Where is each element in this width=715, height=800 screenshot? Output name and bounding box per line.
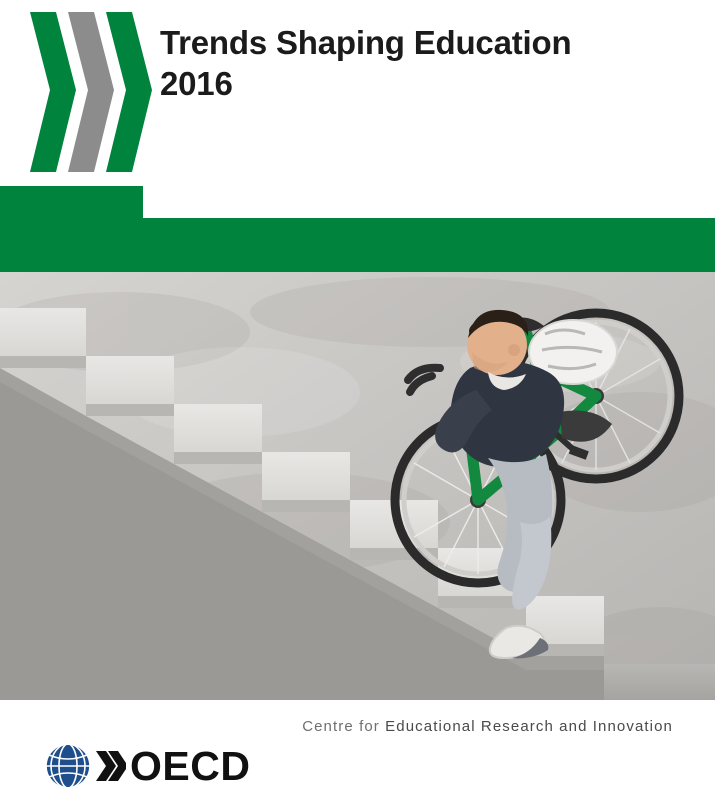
chevron-icon-green-2 bbox=[106, 12, 152, 172]
cover-title bbox=[160, 22, 700, 104]
chevron-icon-logo bbox=[96, 749, 126, 783]
green-band bbox=[0, 150, 715, 275]
globe-icon bbox=[44, 742, 92, 790]
title-line-2: 2016 bbox=[160, 65, 233, 102]
oecd-wordmark: OECD bbox=[130, 742, 251, 789]
chevron-logo-group bbox=[30, 12, 140, 172]
oecd-logo bbox=[44, 740, 250, 792]
series-line-prefix: Centre for bbox=[302, 718, 386, 735]
title-line-1: Trends Shaping Education bbox=[160, 24, 572, 61]
series-line bbox=[302, 718, 673, 735]
cover-photo bbox=[0, 272, 715, 720]
cover-footer bbox=[0, 700, 715, 800]
series-line-emphasis: Educational Research and Innovation bbox=[385, 718, 673, 735]
